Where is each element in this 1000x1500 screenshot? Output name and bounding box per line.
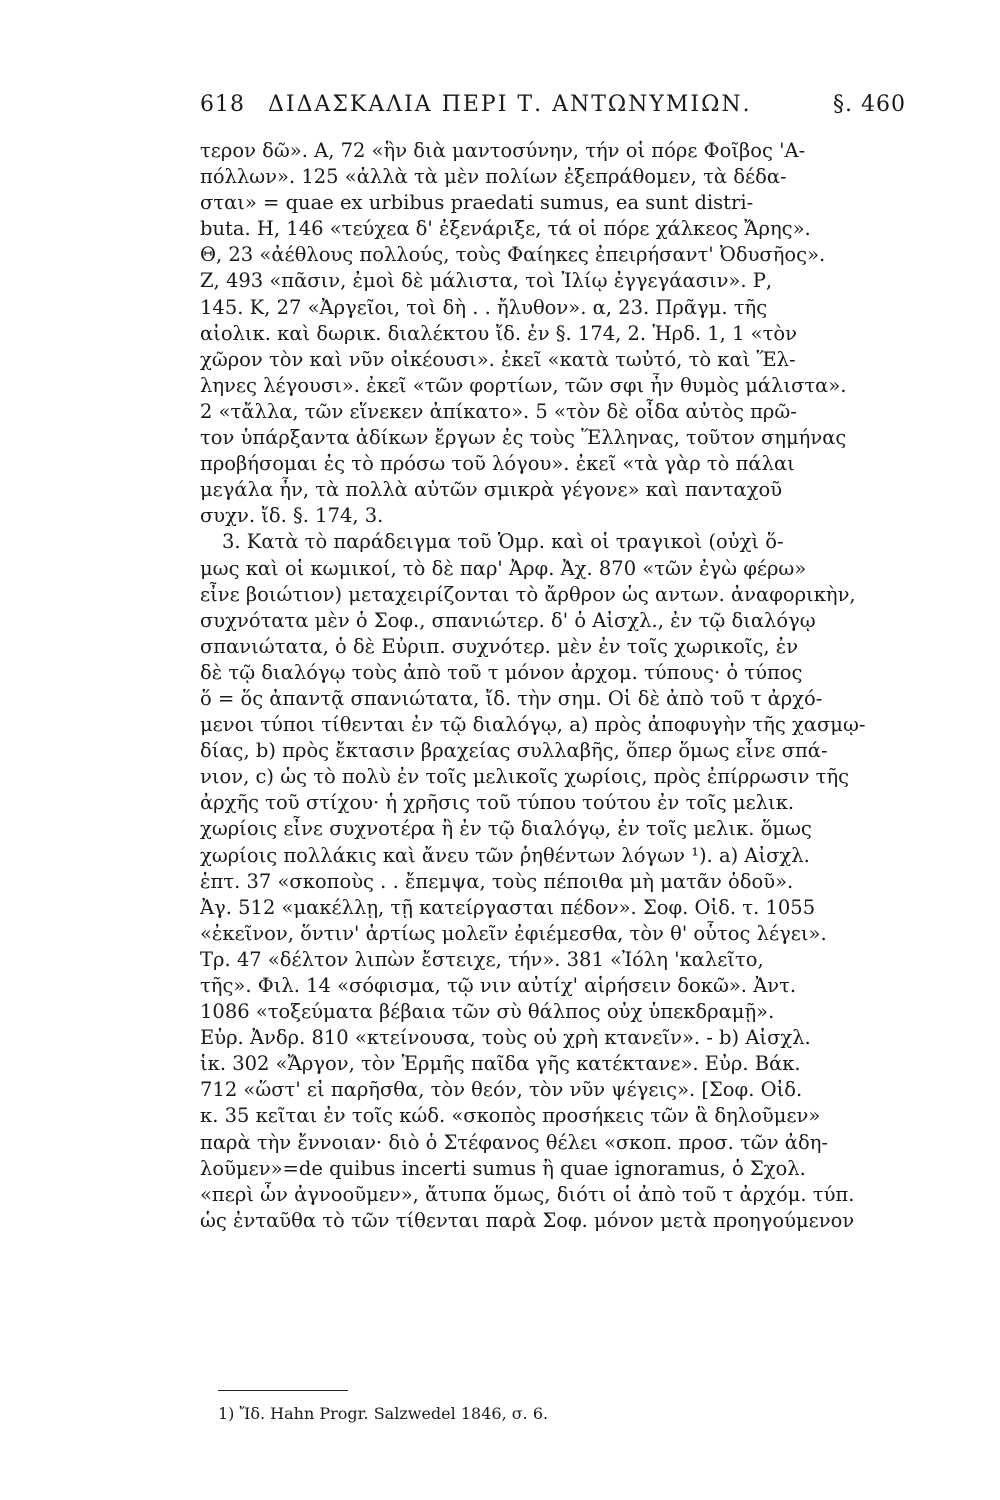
text-line: χῶρον τὸν καὶ νῦν οἰκέουσι». ἐκεῖ «κατὰ τωὐτό, τὸ καὶ Ἕλ- (200, 347, 796, 371)
text-line: παρὰ τὴν ἔννοιαν· διὸ ὁ Στέφανος θέλει «σκοπ. προσ. τῶν ἀδη- (200, 1130, 828, 1154)
text-line: τῆς». Φιλ. 14 «σόφισμα, τῷ νιν αὐτίχ' αἱρήσειν δοκῶ». Ἀντ. (200, 974, 797, 997)
text-line: buta. Η, 146 «τεύχεα δ' ἐξενάριξε, τά οἱ πόρε χάλκεος Ἄρης». (200, 217, 811, 241)
text-line: ὅ = ὅς ἀπαντᾷ σπανιώτατα, ἴδ. τὴν σημ. Οἱ δὲ ἀπὸ τοῦ τ ἀρχό- (200, 686, 823, 710)
text-line: 3. Κατὰ τὸ παράδειγμα τοῦ Ὁμρ. καὶ οἱ τραγικοὶ (οὐχὶ ὅ- (222, 530, 784, 554)
text-line: 145. Κ, 27 «Ἀργεῖοι, τοὶ δὴ . . ἤλυθον». α, 23. Πρᾶγμ. τῆς (200, 295, 768, 319)
text-line: Θ, 23 «ἀέθλους πολλούς, τοὺς Φαίηκες ἐπειρήσαντ' Ὀδυσῆος». (200, 243, 826, 267)
footnote: 1) Ἴδ. Hahn Progr. Salzwedel 1846, σ. 6. (218, 1404, 549, 1423)
running-title: ΔΙΔΑΣΚΑΛΙΑ ΠΕΡΙ Τ. ΑΝΤΩΝΥΜΙΩΝ. (268, 92, 752, 117)
text-line: αἰολικ. καὶ δωρικ. διαλέκτου ἴδ. ἐν §. 174, 2. Ἡρδ. 1, 1 «τὸν (200, 321, 797, 345)
text-line: σται» = quae ex urbibus praedati sumus, ea sunt distri- (200, 191, 754, 215)
text-line: τον ὑπάρξαντα ἀδίκων ἔργων ἐς τοὺς Ἕλληνας, τοῦτον σημήνας (200, 426, 847, 450)
page-number: 618 (200, 92, 245, 117)
text-line: Τρ. 47 «δέλτον λιπὼν ἔστειχε, τήν». 381 «Ἰόλη 'καλεῖτο, (200, 947, 764, 971)
text-line: Εὐρ. Ἀνδρ. 810 «κτείνουσα, τοὺς οὐ χρὴ κτανεῖν». - b) Αἰσχλ. (200, 1026, 811, 1050)
text-line: ἀρχῆς τοῦ στίχου· ἡ χρῆσις τοῦ τύπου τούτου ἐν τοῖς μελικ. (200, 791, 795, 815)
text-line: σπανιώτατα, ὁ δὲ Εὐριπ. συχνότερ. μὲν ἐν τοῖς χωρικοῖς, ἐν (200, 634, 799, 658)
text-line: ἑπτ. 37 «σκοποὺς . . ἔπεμψα, τοὺς πέποιθα μὴ ματᾶν ὁδοῦ». (200, 869, 794, 893)
text-line: ληνες λέγουσι». ἐκεῖ «τῶν φορτίων, τῶν σφι ἦν θυμὸς μάλιστα». (200, 373, 847, 397)
text-line: προβήσομαι ἐς τὸ πρόσω τοῦ λόγου». ἐκεῖ «τὰ γὰρ τὸ πάλαι (200, 452, 795, 476)
text-line: δὲ τῷ διαλόγῳ τοὺς ἀπὸ τοῦ τ μόνον ἀρχομ. τύπους· ὁ τύπος (200, 660, 803, 684)
text-line: συχνότατα μὲν ὁ Σοφ., σπανιώτερ. δ' ὁ Αἰσχλ., ἐν τῷ διαλόγῳ (200, 608, 816, 632)
text-line: πόλλων». 125 «ἀλλὰ τὰ μὲν πολίων ἐξεπράθομεν, τὰ δέδα- (200, 165, 787, 189)
text-line: λοῦμεν»=de quibus incerti sumus ἢ quae ignoramus, ὁ Σχολ. (200, 1156, 806, 1180)
text-line: μως καὶ οἱ κωμικοί, τὸ δὲ παρ' Ἀρφ. Ἀχ. 870 «τῶν ἐγὼ φέρω» (200, 556, 807, 580)
page-body (200, 92, 906, 1234)
text-line: 712 «ὥστ' εἰ παρῆσθα, τὸν θεόν, τὸν νῦν ψέγεις». [Σοφ. Οἰδ. (200, 1078, 803, 1102)
text-line: νιον, c) ὡς τὸ πολὺ ἐν τοῖς μελικοῖς χωρίοις, πρὸς ἐπίρρωσιν τῆς (200, 765, 850, 789)
text-line: χωρίοις εἶνε συχνοτέρα ἢ ἐν τῷ διαλόγῳ, ἐν τοῖς μελικ. ὅμως (200, 817, 812, 841)
section-number: §. 460 (833, 92, 906, 117)
text-block (200, 138, 906, 1234)
text-line: 1086 «τοξεύματα βέβαια τῶν σὺ θάλπος οὐχ ὑπεκδραμῇ». (200, 1000, 775, 1024)
running-header (200, 92, 906, 132)
footnote-rule (218, 1390, 348, 1391)
text-line: «περὶ ὧν ἀγνοοῦμεν», ἄτυπα ὅμως, διότι οἱ ἀπὸ τοῦ τ ἀρχόμ. τύπ. (200, 1182, 855, 1206)
text-line: Ζ, 493 «πᾶσιν, ἐμοὶ δὲ μάλιστα, τοὶ Ἰλίῳ ἐγγεγάασιν». Ρ, (200, 269, 773, 293)
text-line: χωρίοις πολλάκις καὶ ἄνευ τῶν ῥηθέντων λόγων ¹). a) Αἰσχλ. (200, 843, 810, 867)
text-line: μεγάλα ἦν, τὰ πολλὰ αὐτῶν σμικρὰ γέγονε» καὶ πανταχοῦ (200, 478, 783, 502)
text-line: ὡς ἐνταῦθα τὸ τῶν τίθενται παρὰ Σοφ. μόνον μετὰ προηγούμενον (200, 1208, 855, 1232)
text-line: ἱκ. 302 «Ἄργον, τὸν Ἑρμῆς παῖδα γῆς κατέκτανε». Εὐρ. Βάκ. (200, 1052, 801, 1076)
text-line: δίας, b) πρὸς ἔκτασιν βραχείας συλλαβῆς, ὅπερ ὅμως εἶνε σπά- (200, 739, 828, 763)
text-line: εἶνε βοιώτιον) μεταχειρίζονται τὸ ἄρθρον ὡς αντων. ἀναφορικὴν, (200, 582, 856, 606)
text-line: μενοι τύποι τίθενται ἐν τῷ διαλόγῳ, a) πρὸς ἀποφυγὴν τῆς χασμῳ- (200, 713, 866, 737)
text-line: τερον δῶ». Α, 72 «ἣν διὰ μαντοσύνην, τήν οἱ πόρε Φοῖβος 'Α- (200, 139, 806, 162)
text-line: «ἐκεῖνον, ὅντιν' ἀρτίως μολεῖν ἐφιέμεσθα, τὸν θ' οὗτος λέγει». (200, 921, 827, 945)
text-line: 2 «τἄλλα, τῶν εἵνεκεν ἀπίκατο». 5 «τὸν δὲ οἶδα αὐτὸς πρῶ- (200, 399, 797, 423)
text-line: συχν. ἴδ. §. 174, 3. (200, 504, 384, 528)
text-line: Ἀγ. 512 «μακέλλῃ, τῇ κατείργασται πέδον». Σοφ. Οἰδ. τ. 1055 (200, 895, 816, 919)
text-line: κ. 35 κεῖται ἐν τοῖς κώδ. «σκοπὸς προσήκεις τῶν ἃ δηλοῦμεν» (200, 1104, 821, 1128)
